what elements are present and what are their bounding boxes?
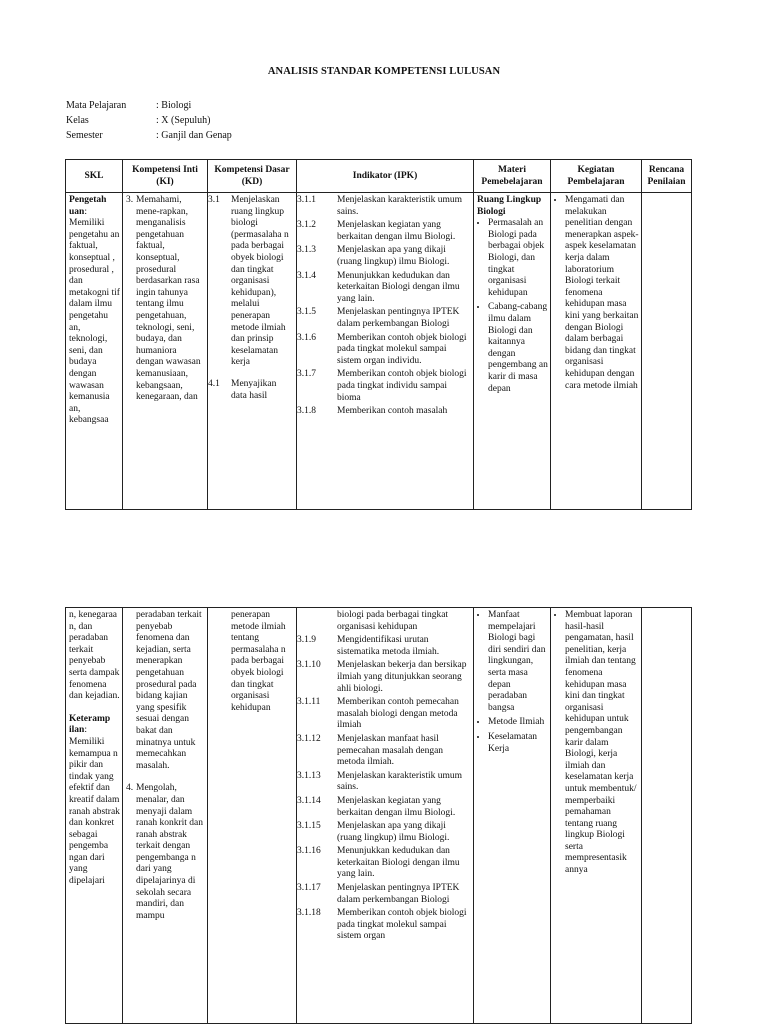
cell-ki bbox=[123, 608, 208, 1024]
cell-materi bbox=[474, 608, 551, 1024]
skl-text: Memiliki kemampua n pikir dan tindak yang efektif dan kreatif dalam ranah abstrak dan konkret sebagai pengemba ngan dari yang dipelajari bbox=[69, 736, 120, 887]
ipk-code: 3.1.14 bbox=[297, 795, 321, 806]
ipk-code: 3.1.6 bbox=[297, 332, 316, 343]
cell-kegiatan bbox=[551, 193, 642, 510]
ipk-text: Memberikan contoh objek biologi pada tingkat molekul sampai sistem organ individu. bbox=[337, 332, 467, 366]
ipk-item bbox=[297, 270, 471, 306]
kd-text: Menjelaskan ruang lingkup biologi (permasalaha n pada berbagai obyek biologi dan tingkat organisasi kehidupan), melalui penerapan metode ilmiah dan prinsip keselamatan kerja bbox=[231, 195, 289, 368]
header-kd: Kompetensi Dasar (KD) bbox=[208, 160, 297, 193]
meta-label: Kelas bbox=[66, 115, 89, 126]
ipk-code: 3.1.9 bbox=[297, 635, 316, 646]
skl-table-part2 bbox=[65, 607, 692, 1024]
cell-ipk bbox=[297, 608, 474, 1024]
ipk-code: 3.1.1 bbox=[297, 195, 316, 205]
ipk-code: 3.1.16 bbox=[297, 846, 321, 857]
kd-number: 4.1 bbox=[208, 378, 220, 389]
ki-text: Mengolah, menalar, dan menyaji dalam ranah konkrit dan ranah abstrak terkait dengan pengembanga n dari yang dipelajarinya di sekolah secara mandiri, dan mampu bbox=[136, 783, 204, 921]
header-skl: SKL bbox=[66, 160, 123, 193]
ipk-item bbox=[297, 660, 471, 695]
ipk-item bbox=[297, 307, 471, 330]
ipk-item bbox=[297, 770, 471, 794]
ki-text: peradaban terkait penyebab fenomena dan kejadian, serta menerapkan pengetahuan prosedural pada bidang kajian yang spesifik sesuai dengan bakat dan minatnya untuk memecahkan masalah. bbox=[136, 610, 202, 771]
ki-number: 4. bbox=[126, 783, 134, 794]
ipk-item bbox=[297, 245, 471, 268]
meta-row-semester bbox=[66, 128, 232, 143]
materi-item: • Cabang-cabang ilmu dalam Biologi dan kaitannya dengan pengembang an karir di masa depan bbox=[488, 302, 548, 395]
ipk-item bbox=[297, 846, 471, 881]
ipk-item bbox=[297, 369, 471, 404]
header-ipk: Indikator (IPK) bbox=[297, 160, 474, 193]
meta-value: : Biologi bbox=[156, 100, 192, 111]
ipk-item bbox=[297, 635, 471, 658]
ipk-text: Menjelaskan kegiatan yang berkaitan dengan ilmu Biologi. bbox=[337, 795, 456, 818]
ipk-text: Menjelaskan karakteristik umum sains. bbox=[337, 195, 463, 217]
table-row bbox=[66, 608, 692, 1024]
ipk-code: 3.1.10 bbox=[297, 660, 321, 671]
cell-materi bbox=[474, 193, 551, 510]
meta-row-subject bbox=[66, 98, 232, 113]
ipk-text: Menunjukkan kedudukan dan keterkaitan Biologi dengan ilmu yang lain. bbox=[337, 846, 460, 880]
cell-skl bbox=[66, 608, 123, 1024]
cell-ki bbox=[123, 193, 208, 510]
ipk-item bbox=[297, 908, 471, 943]
meta-value: : Ganjil dan Genap bbox=[156, 130, 232, 141]
ipk-code: 3.1.2 bbox=[297, 220, 316, 231]
ipk-code: 3.1.7 bbox=[297, 369, 316, 380]
materi-heading: Ruang Lingkup Biologi bbox=[477, 195, 542, 217]
ipk-text: Menunjukkan kedudukan dan keterkaitan Biologi dengan ilmu yang lain. bbox=[337, 270, 460, 304]
ipk-item bbox=[297, 220, 471, 243]
ipk-code: 3.1.18 bbox=[297, 908, 321, 919]
ipk-item bbox=[297, 733, 471, 769]
meta-label: Mata Pelajaran bbox=[66, 100, 127, 111]
ipk-code: 3.1.12 bbox=[297, 733, 321, 744]
ipk-text: Mengidentifikasi urutan sistematika metoda ilmiah. bbox=[337, 635, 440, 657]
meta-value: : X (Sepuluh) bbox=[156, 115, 211, 126]
cell-ipk bbox=[297, 193, 474, 510]
ipk-text: Menjelaskan karakteristik umum sains. bbox=[337, 770, 463, 793]
meta-label: Semester bbox=[66, 130, 103, 141]
ipk-code: 3.1.11 bbox=[297, 697, 321, 708]
skl-heading: Keteramp ilan bbox=[69, 713, 111, 736]
ipk-text: Menjelaskan pentingnya IPTEK dalam perkembangan Biologi bbox=[337, 883, 460, 905]
ipk-text: Memberikan contoh objek biologi pada tingkat individu sampai bioma bbox=[337, 369, 467, 403]
skl-heading: Pengetah uan bbox=[69, 195, 107, 217]
ipk-text: Memberikan contoh objek biologi pada tingkat molekul sampai sistem organ bbox=[337, 908, 467, 942]
cell-kd bbox=[208, 193, 297, 510]
header-ki: Kompetensi Inti (KI) bbox=[123, 160, 208, 193]
ki-number: 3. bbox=[126, 195, 134, 205]
ipk-item bbox=[297, 195, 471, 218]
ipk-text: biologi pada berbagai tingkat organisasi kehidupan bbox=[337, 610, 449, 632]
ipk-code: 3.1.15 bbox=[297, 821, 321, 832]
header-kegiatan: Kegiatan Pembelajaran bbox=[551, 160, 642, 193]
ipk-item bbox=[297, 883, 471, 906]
ipk-code: 3.1.8 bbox=[297, 406, 316, 417]
ipk-text: Menjelaskan bekerja dan bersikap ilmiah yang ditunjukkan seorang ahli biologi. bbox=[337, 660, 467, 694]
page-title: ANALISIS STANDAR KOMPETENSI LULUSAN bbox=[267, 66, 501, 77]
table-header-row bbox=[66, 160, 692, 193]
ipk-text: Menjelaskan manfaat hasil pemecahan masalah dengan metoda ilmiah. bbox=[337, 733, 444, 768]
ipk-text: Menjelaskan kegiatan yang berkaitan dengan ilmu Biologi. bbox=[337, 220, 456, 242]
ipk-item bbox=[297, 795, 471, 819]
kd-number: 3.1 bbox=[208, 195, 220, 205]
header-rencana: Rencana Penilaian bbox=[642, 160, 692, 193]
cell-rencana bbox=[642, 193, 692, 510]
ipk-item bbox=[297, 821, 471, 844]
skl-colon: : bbox=[84, 725, 87, 736]
materi-item: • Metode Ilmiah bbox=[488, 717, 548, 729]
ipk-text: Menjelaskan apa yang dikaji (ruang lingkup) ilmu Biologi. bbox=[337, 821, 450, 843]
cell-rencana bbox=[642, 608, 692, 1024]
cell-kd bbox=[208, 608, 297, 1024]
header-materi: Materi Pemebelajaran bbox=[474, 160, 551, 193]
materi-item: • Manfaat mempelajari Biologi bagi diri sendiri dan lingkungan, serta masa depan peradaban bangsa bbox=[488, 610, 548, 714]
ipk-code: 3.1.3 bbox=[297, 245, 316, 256]
ipk-text: Memberikan contoh pemecahan masalah biologi dengan metoda ilmiah bbox=[337, 697, 459, 731]
ipk-item bbox=[300, 610, 471, 633]
kegiatan-item: • Mengamati dan melakukan penelitian dengan menerapkan aspek-aspek keselamatan kerja dalam laboratorium Biologi terkait fenomena kehidupan masa kini yang berkaitan dengan Biologi dalam berbagai bidang dan tingkat organisasi kehidupan dengan cara metode ilmiah bbox=[565, 195, 639, 392]
cell-kegiatan bbox=[551, 608, 642, 1024]
ipk-item bbox=[297, 332, 471, 368]
ipk-code: 3.1.17 bbox=[297, 883, 321, 894]
cell-skl bbox=[66, 193, 123, 510]
document-meta bbox=[66, 98, 232, 143]
meta-row-class bbox=[66, 113, 232, 128]
ipk-code: 3.1.5 bbox=[297, 307, 316, 318]
kd-text: penerapan metode ilmiah tentang permasalaha n pada berbagai obyek biologi dan tingkat organisasi kehidupan bbox=[231, 610, 286, 713]
ipk-text: Menjelaskan apa yang dikaji (ruang lingkup) ilmu Biologi. bbox=[337, 245, 450, 267]
ipk-code: 3.1.4 bbox=[297, 270, 316, 281]
kegiatan-item: • Membuat laporan hasil-hasil pengamatan, hasil penelitian, kerja ilmiah dan tentang fenomena kehidupan masa kini dan tingkat organisasi kehidupan untuk pengembangan karir dalam Biologi, kerja ilmiah dan keselamatan kerja untuk membentuk/ memperbaiki pemahaman tentang ruang lingkup Biologi serta mempresentasik annya bbox=[565, 610, 639, 877]
ipk-code: 3.1.13 bbox=[297, 770, 321, 781]
ipk-text: Memberikan contoh masalah bbox=[337, 406, 448, 417]
skl-text: Memiliki pengetahu an faktual, konseptual , prosedural , dan metakogni tif dalam ilmu pengetahu an, teknologi, seni, dan budaya dengan wawasan kemanusia an, kebangsaa bbox=[69, 218, 120, 426]
skl-table-part1 bbox=[65, 159, 692, 510]
materi-item: • Keselamatan Kerja bbox=[488, 732, 548, 755]
skl-text: n, kenegaraa n, dan peradaban terkait penyebab serta dampak fenomena dan kejadian. bbox=[69, 610, 120, 702]
table-row bbox=[66, 193, 692, 510]
ipk-text: Menjelaskan pentingnya IPTEK dalam perkembangan Biologi bbox=[337, 307, 460, 329]
skl-colon: : bbox=[84, 206, 87, 217]
materi-item: • Permasalah an Biologi pada berbagai objek Biologi, dan tingkat organisasi kehidupan bbox=[488, 218, 548, 299]
kd-text: Menyajikan data hasil bbox=[231, 378, 277, 401]
ipk-item bbox=[297, 406, 471, 418]
ipk-item bbox=[297, 697, 471, 732]
ki-text: Memahami, mene-rapkan, menganalisis pengetahuan faktual, konseptual, prosedural berdasarkan rasa ingin tahunya tentang ilmu pengetahuan, teknologi, seni, budaya, dan humaniora dengan wawasan kemanusiaan, kebangsaan, kenegaraan, dan bbox=[136, 195, 201, 403]
